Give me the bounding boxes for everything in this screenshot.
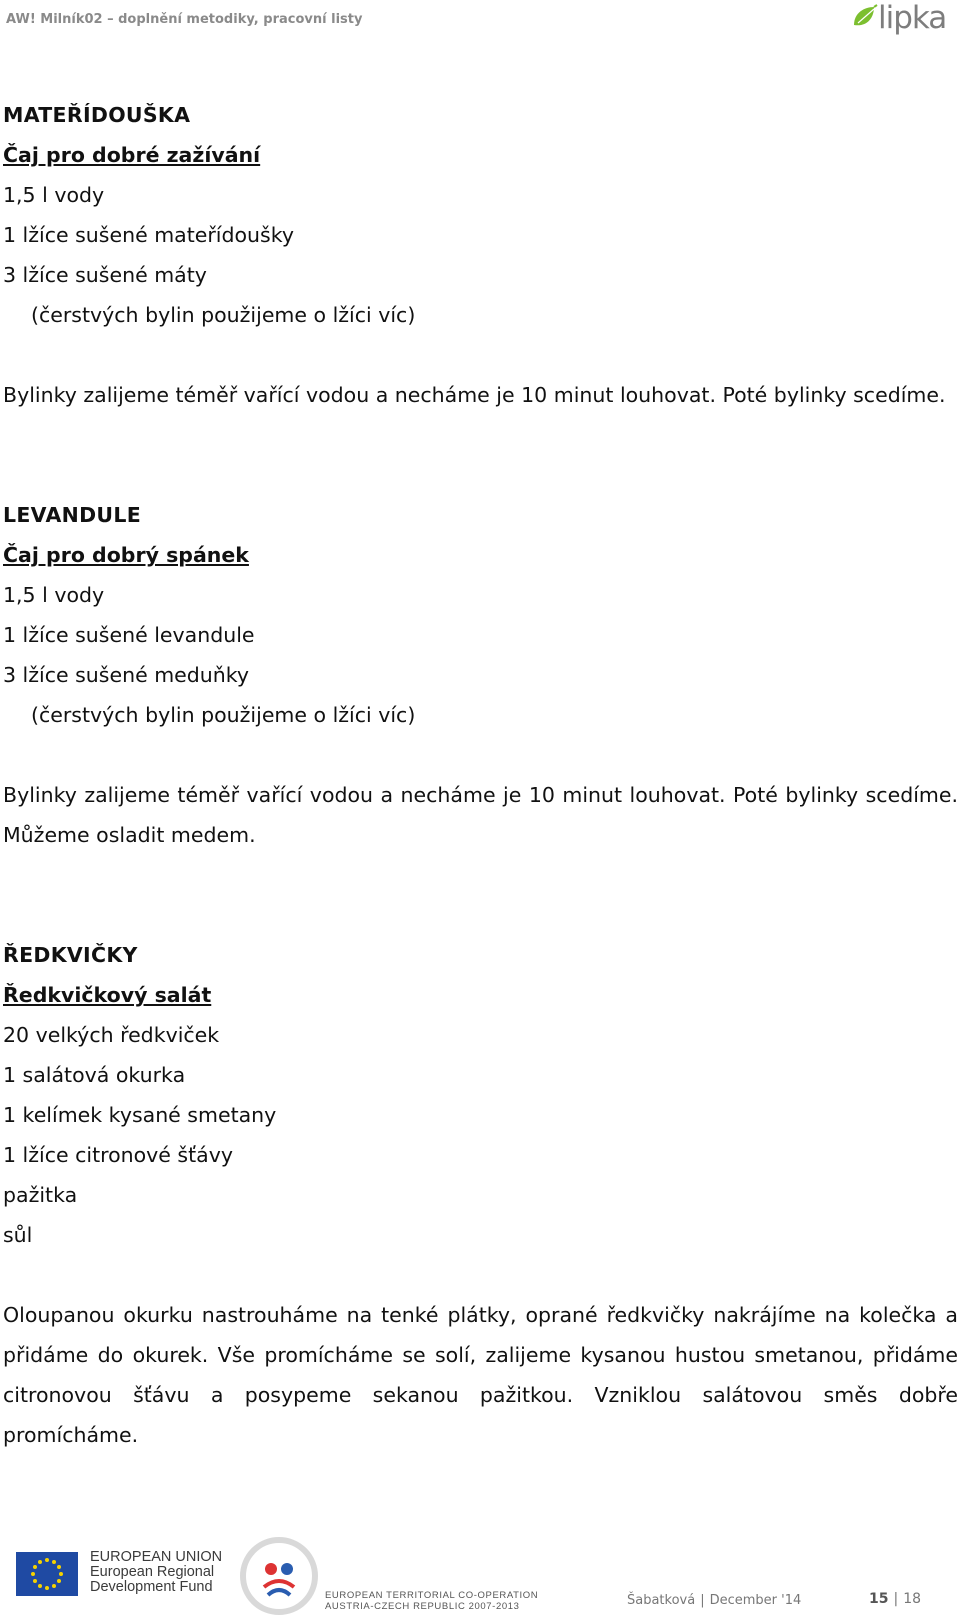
recipe-title: Čaj pro dobré zažívání xyxy=(3,143,261,167)
section-heading: LEVANDULE xyxy=(3,503,141,527)
ingredient-note: (čerstvých bylin použijeme o lžíci víc) xyxy=(31,703,416,727)
document-body xyxy=(3,95,958,1455)
ingredient-line: 1,5 l vody xyxy=(3,583,105,607)
eu-fund-label: EUROPEAN UNION European Regional Development Fund xyxy=(90,1549,223,1595)
ingredient-line: sůl xyxy=(3,1223,33,1247)
section-heading: ŘEDKVIČKY xyxy=(3,943,138,967)
footer-author-date: Šabatková | December '14 xyxy=(627,1593,802,1608)
ingredient-line: 1 salátová okurka xyxy=(3,1063,186,1087)
etc-programme-label: EUROPEAN TERRITORIAL CO-OPERATION AUSTRIA-CZECH REPUBLIC 2007-2013 xyxy=(325,1590,539,1612)
ingredient-line: 1,5 l vody xyxy=(3,183,105,207)
cz-cooperation-logo-icon xyxy=(238,1535,320,1617)
ingredient-line: 1 lžíce sušené levandule xyxy=(3,623,255,647)
recipe-title: Čaj pro dobrý spánek xyxy=(3,543,249,567)
ingredient-line: 3 lžíce sušené máty xyxy=(3,263,207,287)
ingredient-note: (čerstvých bylin použijeme o lžíci víc) xyxy=(31,303,416,327)
page-total: 18 xyxy=(903,1591,922,1607)
page-current: 15 xyxy=(869,1591,889,1607)
section-heading: MATEŘÍDOUŠKA xyxy=(3,103,191,127)
eu-flag-icon xyxy=(16,1552,78,1596)
instructions-paragraph: Bylinky zalijeme téměř vařící vodou a necháme je 10 minut louhovat. Poté bylinky scedíme. xyxy=(3,383,946,407)
recipe-title: Ředkvičkový salát xyxy=(3,983,212,1007)
ingredient-line: 1 lžíce sušené mateřídoušky xyxy=(3,223,295,247)
ingredient-line: pažitka xyxy=(3,1183,78,1207)
ingredient-line: 1 kelímek kysané smetany xyxy=(3,1103,277,1127)
lipka-logo-text: lipka xyxy=(878,0,947,36)
instructions-paragraph: Bylinky zalijeme téměř vařící vodou a necháme je 10 minut louhovat. Poté bylinky scedíme. Můžeme osladit medem. xyxy=(3,783,958,847)
ingredient-line: 20 velkých ředkviček xyxy=(3,1023,220,1047)
instructions-paragraph: Oloupanou okurku nastrouháme na tenké plátky, oprané ředkvičky nakrájíme na kolečka a přidáme do okurek. Vše promícháme se solí, zalijeme kysanou hustou smetanou, přidáme citronovou šťávu a posypeme sekanou pažitkou. Vzniklou salátovou směs dobře promícháme. xyxy=(3,1303,958,1447)
footer-author: Šabatková xyxy=(627,1593,696,1608)
footer-date: December '14 xyxy=(709,1593,802,1608)
page-footer xyxy=(0,1530,960,1620)
ingredient-line: 3 lžíce sušené meduňky xyxy=(3,663,250,687)
ingredient-line: 1 lžíce citronové šťávy xyxy=(3,1143,233,1167)
document-header-title: AW! Milník02 – doplnění metodiky, pracovní listy xyxy=(6,12,363,27)
page-number: 15 | 18 xyxy=(869,1591,922,1607)
